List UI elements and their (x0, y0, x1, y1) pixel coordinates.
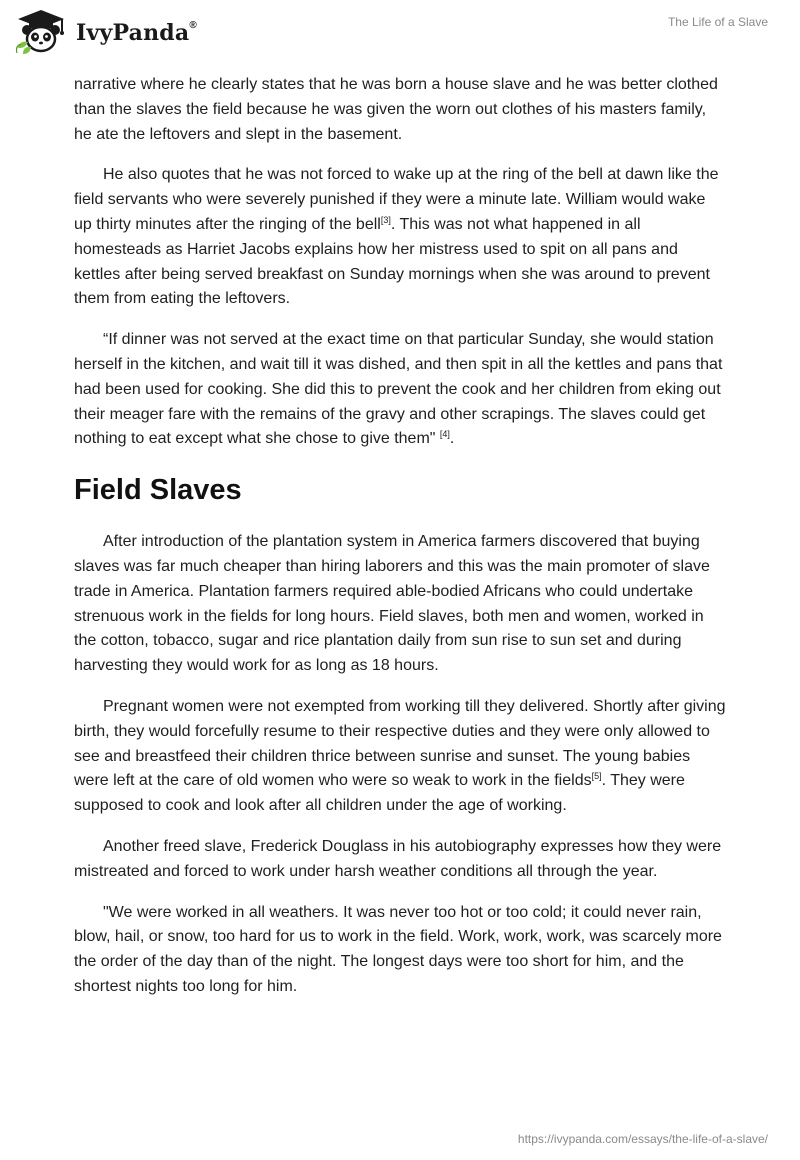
paragraph-5-text: Pregnant women were not exempted from working till they delivered. Shortly after giving birth, they would forcefully resume to their respective duties and they were only allowed to see and breastfeed their children thrice between sunrise and sunset. The young babies were left at the care of old women who were so weak to work in the fields (74, 697, 726, 790)
footer-source-url[interactable]: https://ivypanda.com/essays/the-life-of-a-slave/ (517, 1132, 768, 1146)
panda-graduate-icon (14, 8, 68, 56)
paragraph-6: Another freed slave, Frederick Douglass in his autobiography expresses how they were mistreated and forced to work under harsh weather conditions all through the year. (74, 837, 722, 880)
page-header (0, 0, 800, 66)
paragraph-2-text-end: . This was not what happened in all homesteads as Harriet Jacobs explains how her mistress used to spit on all pans and kettles after being served breakfast on Sunday mornings when she was around to prevent them from eating the leftovers. (74, 215, 710, 308)
paragraph-5-text-end: . They were supposed to cook and look after all children under the age of working. (74, 772, 685, 815)
citation-5[interactable]: [5] (591, 771, 602, 782)
brand-name: IvyPanda® (76, 19, 197, 46)
paragraph-4: After introduction of the plantation system in America farmers discovered that buying slaves was far much cheaper than hiring laborers and this was the main promoter of slave trade in America. Plantation farmers required able-bodied Africans who could undertake strenuous work in the fields for long hours. Field slaves, both men and women, worked in the cotton, tobacco, sugar and rice plantation daily from sun rise to sun set and during harvesting they would work for as long as 18 hours. (74, 533, 710, 675)
essay-content (74, 73, 726, 1016)
paragraph-3-period: . (449, 430, 455, 448)
citation-3[interactable]: [3] (380, 214, 391, 225)
ivypanda-logo[interactable] (14, 8, 197, 56)
paragraph-2-text: He also quotes that he was not forced to wake up at the ring of the bell at dawn like the field servants who were severely punished if they were a minute late. William would wake up thirty minutes after the ringing of the bell (74, 166, 719, 233)
paragraph-1: narrative where he clearly states that he was born a house slave and he was better clothed than the slaves the field because he was given the worn out clothes of his masters family, he ate the leftovers and slept in the basement. (74, 76, 718, 143)
paragraph-2 (74, 163, 726, 312)
paragraph-3-text: “If dinner was not served at the exact time on that particular Sunday, she would station herself in the kitchen, and wait till it was dished, and then spit in all the kettles and pans that had been used for cooking. She did this to prevent the cook and her children from eking out their meager fare with the remains of the gravy and other scrapings. The slaves could get nothing to eat except what she chose to give them" (74, 331, 723, 448)
citation-4[interactable]: [4] (439, 429, 450, 440)
registered-mark: ® (189, 19, 197, 31)
paragraph-3-quote (74, 328, 726, 452)
paragraph-5 (74, 695, 726, 819)
document-title: The Life of a Slave (667, 15, 768, 29)
section-heading-field-slaves: Field Slaves (74, 474, 242, 507)
paragraph-7-quote: "We were worked in all weathers. It was never too hot or too cold; it could never rain, blow, hail, or snow, too hard for us to work in the field. Work, work, work, was scarcely more the order of the day than of the night. The longest days were too short for him, and the shortest nights too long for him. (74, 903, 722, 995)
